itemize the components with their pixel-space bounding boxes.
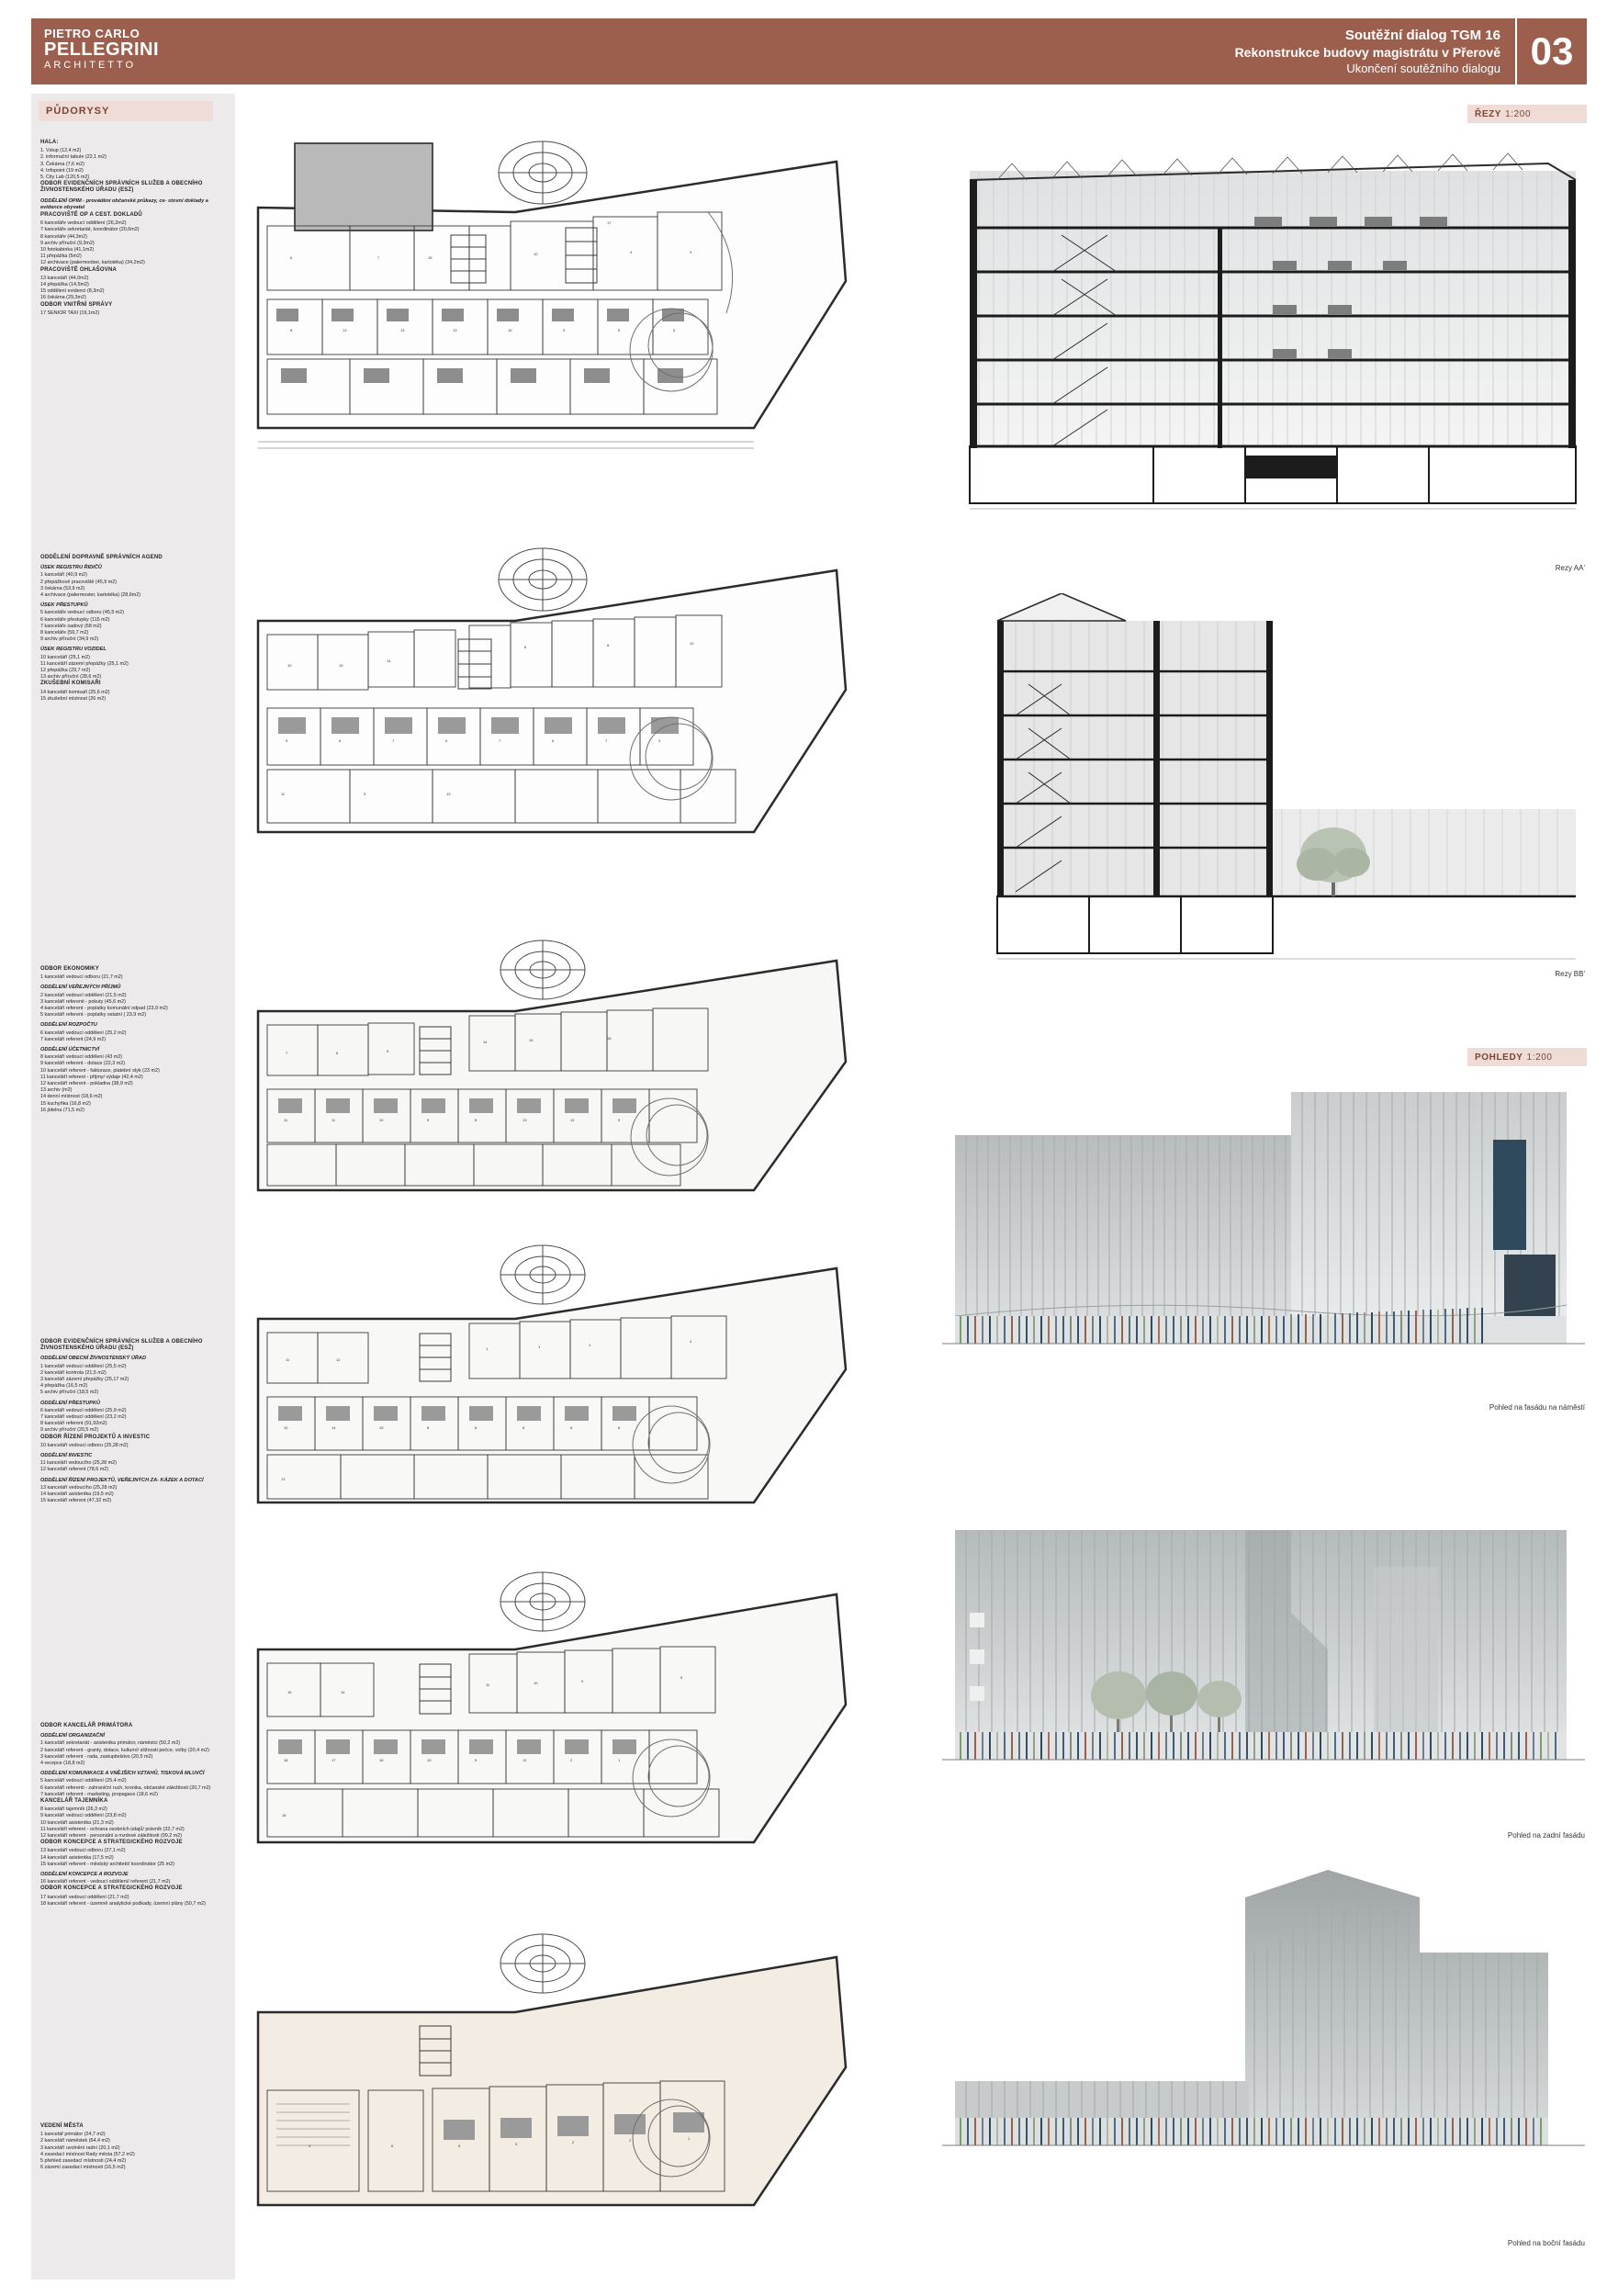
- views-tag: [1467, 1048, 1587, 1066]
- svg-text:9: 9: [563, 328, 566, 332]
- legend-line: 6 kanceláří vedoucí oddělení (25,9 m2): [40, 1407, 127, 1413]
- legend-block-level-4: [40, 1339, 220, 1504]
- svg-text:16: 16: [379, 1758, 384, 1762]
- svg-text:8: 8: [475, 1118, 478, 1122]
- elevation-side-facade: [942, 1851, 1585, 2237]
- svg-text:8: 8: [427, 1425, 430, 1430]
- legend-heading: ODDĚLENÍ ŘÍZENÍ PROJEKTŮ, VEŘEJNÝCH ZA- KÁZEK A DOTACÍ: [40, 1477, 204, 1483]
- svg-text:8: 8: [570, 1425, 573, 1430]
- legend-heading: ODDĚLENÍ INVESTIC: [40, 1453, 93, 1459]
- floor-plan-level-2: [240, 529, 864, 896]
- svg-text:18: 18: [282, 1813, 287, 1818]
- board-header: [31, 18, 1587, 84]
- legend-line: 4 archivace (palermoster, kartotéka) (28,6m2): [40, 592, 141, 599]
- legend-heading: VEDENÍ MĚSTA: [40, 2123, 84, 2129]
- svg-text:5: 5: [387, 1049, 389, 1053]
- svg-text:6: 6: [445, 738, 448, 743]
- legend-line: 12 kanceláří referent - pokladna (38,9 m2): [40, 1081, 133, 1087]
- svg-text:17: 17: [332, 1758, 336, 1762]
- legend-heading: KANCELÁŘ TAJEMNÍKA: [40, 1798, 108, 1805]
- svg-text:5: 5: [364, 792, 366, 796]
- svg-text:10: 10: [427, 1758, 432, 1762]
- legend-line: 5 přehled zasedací místnosti (24,4 m2): [40, 2158, 127, 2165]
- legend-line: 11 kanceláří referent - příjmy/ výdaje (42,4 m2): [40, 1074, 143, 1080]
- legend-line: 11 kanceláří vedoucího (25,28 m2): [40, 1460, 117, 1467]
- legend-heading: ODDĚLENÍ ÚČETNICTVÍ: [40, 1047, 100, 1053]
- legend-line: 15 kuchyňka (16,8 m2): [40, 1100, 91, 1107]
- legend-line: 12 kanceláří referent - personální a mzdové záležitosti (99,2 m2): [40, 1833, 183, 1840]
- svg-text:6: 6: [339, 738, 342, 743]
- legend-heading: ODDĚLENÍ ORGANIZAČNÍ: [40, 1733, 105, 1739]
- views-tag-label: POHLEDY: [1475, 1052, 1523, 1063]
- svg-text:11: 11: [332, 1118, 336, 1122]
- svg-text:5: 5: [673, 328, 676, 332]
- caption-section-bb: Rezy BB': [1555, 970, 1585, 978]
- legend-line: 4. Infopoint (19 m2): [40, 167, 84, 174]
- sections-tag-label: ŘEZY: [1475, 108, 1502, 119]
- floor-plan-level-5-svg: [240, 1548, 864, 1888]
- svg-text:9: 9: [286, 738, 288, 743]
- svg-text:10: 10: [534, 252, 538, 256]
- elevation-rear-svg: [942, 1512, 1585, 1824]
- svg-text:7: 7: [499, 738, 501, 743]
- floor-plan-level-6-svg: [240, 1907, 864, 2246]
- caption-view-side: Pohled na boční fasádu: [1507, 2239, 1585, 2247]
- svg-text:11: 11: [284, 1118, 288, 1122]
- svg-text:6: 6: [336, 1051, 339, 1055]
- legend-line: 5 kanceláří vedoucí oddělení (25,4 m2): [40, 1778, 127, 1784]
- svg-text:15: 15: [339, 663, 343, 668]
- svg-text:1: 1: [589, 1343, 591, 1347]
- legend-block-level-2: [40, 555, 220, 703]
- svg-text:9: 9: [427, 1118, 430, 1122]
- project-subtitle: Rekonstrukce budovy magistrátu v Přerově: [1234, 45, 1500, 60]
- legend-line: 10 kanceláří vedoucí odboru (25,28 m2): [40, 1442, 129, 1448]
- legend-line: 2 kanceláří kontrola (21,5 m2): [40, 1369, 107, 1376]
- svg-text:16: 16: [607, 1036, 612, 1041]
- footer-divider: [31, 2285, 1587, 2287]
- legend-heading: ODBOR EVIDENČNÍCH SPRÁVNÍCH SLUŽEB A OBECNÍHO ŽIVNOSTENSKÉHO ÚŘADU (ESZ): [40, 181, 203, 194]
- legend-line: 1 kanceláří sekretariát - asistentka primátor, náměstci (50,2 m2): [40, 1740, 181, 1747]
- header-title-block: [1235, 18, 1515, 84]
- legend-line: 13 kanceláří vedoucího (25,28 m2): [40, 1484, 118, 1491]
- project-phase: Ukončení soutěžního dialogu: [1346, 62, 1500, 75]
- svg-text:10: 10: [284, 1425, 288, 1430]
- legend-line: 9 kanceláří referent - dotace (22,3 m2): [40, 1061, 125, 1067]
- legend-column: [31, 94, 235, 2279]
- svg-text:10: 10: [379, 1118, 384, 1122]
- legend-line: 13 archiv (m2): [40, 1087, 73, 1094]
- legend-line: 14 přepážka (14,5m2): [40, 282, 89, 288]
- svg-text:2: 2: [629, 2138, 632, 2143]
- legend-block-level-5: [40, 1723, 220, 1908]
- svg-text:1: 1: [688, 2136, 691, 2141]
- legend-line: 1 kanceláří vedoucí oddělení (25,5 m2): [40, 1363, 127, 1369]
- section-aa-svg: [942, 143, 1585, 547]
- legend-line: 10 fotokabinka (41,1m2): [40, 247, 95, 253]
- svg-text:8: 8: [524, 645, 527, 649]
- sheet-number: 03: [1515, 18, 1587, 84]
- legend-line: 10 kanceláří asistentka (21,3 m2): [40, 1819, 114, 1826]
- legend-line: 11 kanceláří referent - ochrana osobních údajů/ právník (32,7 m2): [40, 1826, 185, 1832]
- svg-text:14: 14: [341, 1690, 345, 1694]
- svg-text:11: 11: [281, 792, 286, 796]
- caption-section-aa: Rezy AA': [1555, 564, 1585, 572]
- legend-heading: ODDĚLENÍ OPIM - provádění občanské průkazy, ce- stovní doklady a evidence obyvatel: [40, 197, 208, 210]
- svg-text:2: 2: [570, 1758, 573, 1762]
- legend-line: 6 kanceláří vedoucí oddělení (25,2 m2): [40, 1030, 127, 1036]
- floor-plan-level-5: [240, 1548, 864, 1888]
- svg-text:1: 1: [618, 1758, 621, 1762]
- legend-line: 3 čekárna (53,9 m2): [40, 585, 85, 591]
- legend-heading: ODDĚLENÍ KONCEPCE A ROZVOJE: [40, 1872, 129, 1878]
- legend-line: 2 kanceláří vedoucí oddělení (21,5 m2): [40, 992, 127, 998]
- legend-line: 13 kanceláří (44,0m2): [40, 275, 89, 281]
- legend-line: 4 kanceláří referent - poplatky komunální odpad (23,9 m2): [40, 1006, 168, 1012]
- svg-text:13: 13: [343, 328, 347, 332]
- svg-text:8: 8: [607, 643, 610, 647]
- svg-text:12: 12: [690, 641, 694, 646]
- legend-heading: ZKUŠEBNÍ KOMISAŘI: [40, 681, 101, 687]
- legend-line: 7 kanceláří vedoucí oddělení (23,2 m2): [40, 1414, 127, 1421]
- floor-plan-level-4: [240, 1227, 864, 1539]
- legend-heading: ODBOR KONCEPCE A STRATEGICKÉHO ROZVOJE: [40, 1885, 183, 1892]
- legend-line: 14 kanceláří asistentka (19,5 m2): [40, 1491, 114, 1498]
- legend-line: 8 kanceláří referent (91,92m2): [40, 1421, 107, 1427]
- svg-text:7: 7: [605, 738, 608, 743]
- svg-text:11: 11: [486, 1683, 490, 1687]
- legend-line: 3 kanceláří referenti - pokuty (45,6 m2): [40, 998, 126, 1005]
- svg-text:3: 3: [658, 738, 661, 743]
- legend-line: 16 čekárna (29,3m2): [40, 295, 86, 301]
- caption-view-square: Pohled na fasádu na náměstí: [1489, 1403, 1585, 1412]
- svg-text:9: 9: [475, 1758, 478, 1762]
- legend-line: 3 kanceláří uvolnění radní (20,1 m2): [40, 2144, 120, 2151]
- legend-heading: ODBOR EKONOMIKY: [40, 966, 100, 972]
- legend-line: 9 archiv příruční (34,9 m2): [40, 636, 99, 643]
- section-bb-svg: [942, 593, 1585, 979]
- svg-text:18: 18: [284, 1758, 288, 1762]
- elevation-square-svg: [942, 1085, 1585, 1397]
- legend-line: 6 kanceláře přestupky (115 m2): [40, 616, 110, 623]
- legend-line: 3 kanceláří zázemí přepážky (25,17 m2): [40, 1377, 129, 1383]
- legend-heading: ODDĚLENÍ OBECNÍ ŽIVNOSTENSKÝ ÚŘAD: [40, 1356, 146, 1362]
- project-competition-title: Soutěžní dialog TGM 16: [1344, 28, 1500, 43]
- floor-plan-level-3: [240, 924, 864, 1218]
- section-bb-drawing: [942, 593, 1585, 979]
- legend-heading: ÚSEK REGISTRU VOZIDEL: [40, 647, 107, 653]
- svg-text:6: 6: [391, 2144, 394, 2148]
- legend-block-level-1: [40, 140, 220, 317]
- legend-line: 4 recepce (18,8 m2): [40, 1761, 85, 1767]
- legend-line: 8 kanceláří tajemník (26,3 m2): [40, 1806, 107, 1813]
- legend-line: 5 kanceláří referent - poplatky ostatní ( 23,9 m2): [40, 1012, 147, 1019]
- legend-line: 6 zázemí zasedací místnosti (16,5 m2): [40, 2165, 126, 2171]
- legend-heading: ODBOR KANCELÁŘ PRIMÁTORA: [40, 1723, 133, 1728]
- legend-heading: ÚSEK PŘESTUPKŮ: [40, 602, 88, 609]
- svg-text:11: 11: [286, 1357, 290, 1362]
- legend-heading: ODBOR EVIDENČNÍCH SPRÁVNÍCH SLUŽEB A OBECNÍHO ŽIVNOSTENSKÉHO ÚŘADU (ESŽ): [40, 1339, 203, 1352]
- legend-line: 12 archivace (palermonber, kartotéka) (34,2m2): [40, 260, 145, 266]
- svg-text:13: 13: [400, 328, 405, 332]
- svg-text:2: 2: [572, 2140, 575, 2144]
- legend-line: 5. City Lab (120,5 m2): [40, 174, 90, 181]
- legend-heading: ÚSEK REGISTRU ŘIDIČŮ: [40, 565, 102, 571]
- header-spacer: [206, 18, 1235, 84]
- legend-line: 7 kanceláří referent - marketing, propagace (18,6 m2): [40, 1791, 158, 1797]
- legend-line: 7 kanceláře sekretariát, koordinátor (20,6m2): [40, 227, 140, 233]
- legend-line: 16 kanceláří referent - vedoucí oddělení/ referent (21,7 m2): [40, 1879, 171, 1885]
- legend-line: 9 archiv příruční (20,5 m2): [40, 1427, 99, 1434]
- svg-text:10: 10: [534, 1681, 538, 1685]
- floor-plan-level-6: [240, 1907, 864, 2246]
- legend-line: 11 kanceláří zázemí přepážky (25,1 m2): [40, 660, 129, 667]
- svg-text:6: 6: [290, 255, 293, 260]
- legend-line: 15 kanceláří referent - městský architekt/ koordinátor (25 m2): [40, 1861, 174, 1867]
- svg-text:17: 17: [607, 220, 612, 225]
- elevation-square-facade: [942, 1085, 1585, 1397]
- svg-text:3: 3: [690, 250, 692, 254]
- legend-line: 6 kanceláří referenti - zahraniční ruch, kronika, občanské záležitosti (20,7 m2): [40, 1784, 211, 1791]
- plans-section-tag: PŮDORYSY: [39, 101, 213, 121]
- floor-plan-level-1: [240, 125, 864, 501]
- floor-plan-level-1-svg: [240, 125, 864, 501]
- svg-text:5: 5: [680, 1675, 683, 1680]
- svg-text:13: 13: [523, 1118, 527, 1122]
- legend-line: 6 kanceláře vedoucí oddělení (26,2m2): [40, 220, 127, 227]
- legend-heading: ODDĚLENÍ VEŘEJNÝCH PŘÍJMŮ: [40, 985, 121, 991]
- legend-line: 7 kanceláře sadový (68 m2): [40, 623, 102, 629]
- legend-block-level-3: [40, 966, 220, 1114]
- legend-line: 8 kanceláře (44,3m2): [40, 233, 87, 240]
- svg-text:1: 1: [538, 1345, 541, 1349]
- legend-heading: ODDĚLENÍ KOMUNIKACE A VNĚJŠÍCH VZTAHŮ, TISKOVÁ MLUVČÍ: [40, 1771, 205, 1777]
- svg-text:15: 15: [428, 255, 433, 260]
- legend-line: 12 kanceláří referent (78,6 m2): [40, 1467, 109, 1473]
- svg-text:9: 9: [618, 1118, 621, 1122]
- svg-text:12: 12: [336, 1357, 341, 1362]
- svg-text:13: 13: [453, 328, 457, 332]
- legend-heading: PRACOVIŠTĚ OHLAŠOVNA: [40, 266, 118, 273]
- logo-line-2: PELLEGRINI: [44, 39, 160, 60]
- section-aa-drawing: [942, 143, 1585, 547]
- legend-line: 17 SENIOR TAXI (19,1m2): [40, 310, 100, 316]
- svg-text:5: 5: [458, 2144, 461, 2148]
- svg-text:7: 7: [286, 1051, 288, 1055]
- svg-text:4: 4: [690, 1339, 692, 1344]
- svg-text:8: 8: [523, 1425, 525, 1430]
- legend-line: 8 kanceláře (59,7 m2): [40, 630, 89, 636]
- legend-line: 1 kanceláří vedoucí odboru (21,7 m2): [40, 974, 123, 981]
- legend-heading: ODDĚLENÍ PŘESTUPKŮ: [40, 1400, 100, 1406]
- legend-heading: HALA:: [40, 140, 59, 145]
- floor-plan-level-2-svg: [240, 529, 864, 896]
- legend-line: 10 kanceláří (25,1 m2): [40, 654, 90, 660]
- svg-text:15: 15: [379, 1425, 384, 1430]
- legend-line: 2. informační tabule (22,1 m2): [40, 154, 107, 161]
- legend-line: 10 kanceláří referent - fakturace, platební styk (23 m2): [40, 1067, 160, 1074]
- legend-heading: ODDĚLENÍ DOPRAVNĚ SPRÁVNÍCH AGEND: [40, 555, 163, 560]
- legend-line: 2 přepážkové pracoviště (45,9 m2): [40, 579, 117, 585]
- logo-line-3: ARCHITETTO: [44, 60, 137, 71]
- legend-line: 2 kanceláří náměstek (64,4 m2): [40, 2138, 110, 2144]
- svg-text:15: 15: [529, 1038, 534, 1042]
- svg-text:7: 7: [392, 738, 395, 743]
- legend-line: 12 přepážka (29,7 m2): [40, 668, 91, 674]
- legend-line: 15 kanceláří referent (47,32 m2): [40, 1498, 112, 1504]
- svg-text:15: 15: [287, 1690, 292, 1694]
- legend-block-level-6: [40, 2123, 220, 2171]
- legend-line: 1 kancelář primátor (24,7 m2): [40, 2132, 106, 2138]
- svg-text:3: 3: [515, 2142, 518, 2146]
- caption-view-rear: Pohled na zadní fasádu: [1507, 1831, 1585, 1840]
- legend-line: 1 kanceláří (40,9 m2): [40, 572, 87, 579]
- svg-text:14: 14: [332, 1425, 336, 1430]
- legend-line: 17 kanceláří vedoucí oddělení (21,7 m2): [40, 1894, 129, 1900]
- legend-line: 15 zkušební místnost (26 m2): [40, 695, 107, 702]
- legend-line: 7 kanceláří referent (24,9 m2): [40, 1036, 107, 1042]
- views-tag-scale: 1:200: [1526, 1052, 1553, 1063]
- legend-line: 3 kanceláří referent - rada, zastupitelstvo (20,5 m2): [40, 1753, 153, 1760]
- floor-plan-level-3-svg: [240, 924, 864, 1218]
- legend-line: 14 denní místnost (18,6 m2): [40, 1094, 103, 1100]
- legend-line: 1. Vstup (12,4 m2): [40, 148, 82, 154]
- svg-text:8: 8: [475, 1425, 478, 1430]
- svg-text:13: 13: [446, 792, 451, 796]
- legend-line: 4 přepážka (16,5 m2): [40, 1383, 88, 1390]
- legend-line: 5 archiv příruční (18,5 m2): [40, 1390, 99, 1396]
- svg-text:8: 8: [290, 328, 293, 332]
- legend-line: 5 kanceláře vedoucí odboru (45,5 m2): [40, 610, 125, 616]
- legend-heading: ODBOR VNITŘNÍ SPRÁVY: [40, 301, 113, 308]
- legend-line: 9 archiv příruční (9,3m2): [40, 240, 95, 246]
- svg-text:14: 14: [387, 658, 391, 663]
- legend-line: 9 kanceláří vedoucí oddělení (23,8 m2): [40, 1813, 127, 1819]
- legend-line: 8 kanceláří vedoucí oddělení (43 m2): [40, 1054, 122, 1061]
- svg-text:8: 8: [618, 1425, 621, 1430]
- elevation-side-svg: [942, 1851, 1585, 2237]
- legend-line: 13 archiv příruční (28,6 m2): [40, 674, 102, 681]
- svg-text:10: 10: [287, 663, 292, 668]
- svg-text:4: 4: [309, 2144, 311, 2148]
- svg-text:6: 6: [552, 738, 555, 743]
- svg-text:7: 7: [377, 255, 380, 260]
- legend-heading: ODBOR KONCEPCE A STRATEGICKÉHO ROZVOJE: [40, 1840, 183, 1846]
- legend-line: 18 kanceláří referent - územně analytické podkady, územní plány (50,7 m2): [40, 1900, 206, 1907]
- legend-line: 14 kanceláří asistentka (17,5 m2): [40, 1854, 114, 1861]
- sections-tag-scale: 1:200: [1505, 108, 1532, 119]
- logo-line-1: PIETRO CARLO: [44, 27, 140, 40]
- svg-text:9: 9: [581, 1679, 584, 1683]
- legend-line: 16 jídelna (71,5 m2): [40, 1107, 84, 1113]
- svg-text:4: 4: [630, 250, 633, 254]
- svg-text:16: 16: [508, 328, 512, 332]
- svg-text:13: 13: [281, 1477, 286, 1481]
- legend-heading: PRACOVIŠTĚ OP A CEST. DOKLADŮ: [40, 212, 142, 219]
- elevation-rear-facade: [942, 1512, 1585, 1824]
- studio-logo: [31, 18, 206, 84]
- svg-text:12: 12: [570, 1118, 575, 1122]
- legend-line: 2 kanceláří referent - granty, dotace, kulturní/ sližnosti pečce, volby (20,4 m2): [40, 1747, 209, 1753]
- svg-text:1: 1: [486, 1346, 489, 1351]
- svg-text:14: 14: [483, 1040, 488, 1044]
- svg-text:6: 6: [618, 328, 621, 332]
- legend-line: 3. Čekárna (7,6 m2): [40, 161, 84, 167]
- legend-line: 14 kanceláří komisaři (25,6 m2): [40, 689, 110, 695]
- legend-line: 13 kanceláří vedoucí odboru (27,1 m2): [40, 1848, 126, 1854]
- floor-plan-level-4-svg: [240, 1227, 864, 1539]
- svg-text:12: 12: [523, 1758, 527, 1762]
- legend-line: 15 oddělení evidenci (8,3m2): [40, 288, 105, 295]
- legend-heading: ODDĚLENÍ ROZPOČTU: [40, 1022, 97, 1029]
- sections-tag: [1467, 105, 1587, 123]
- legend-line: 11 přepážka (5m2): [40, 253, 82, 260]
- legend-line: 4 zasedací místnost Rady města (57,2 m2): [40, 2151, 135, 2157]
- legend-heading: ODBOR ŘÍZENÍ PROJEKTŮ A INVESTIC: [40, 1434, 151, 1440]
